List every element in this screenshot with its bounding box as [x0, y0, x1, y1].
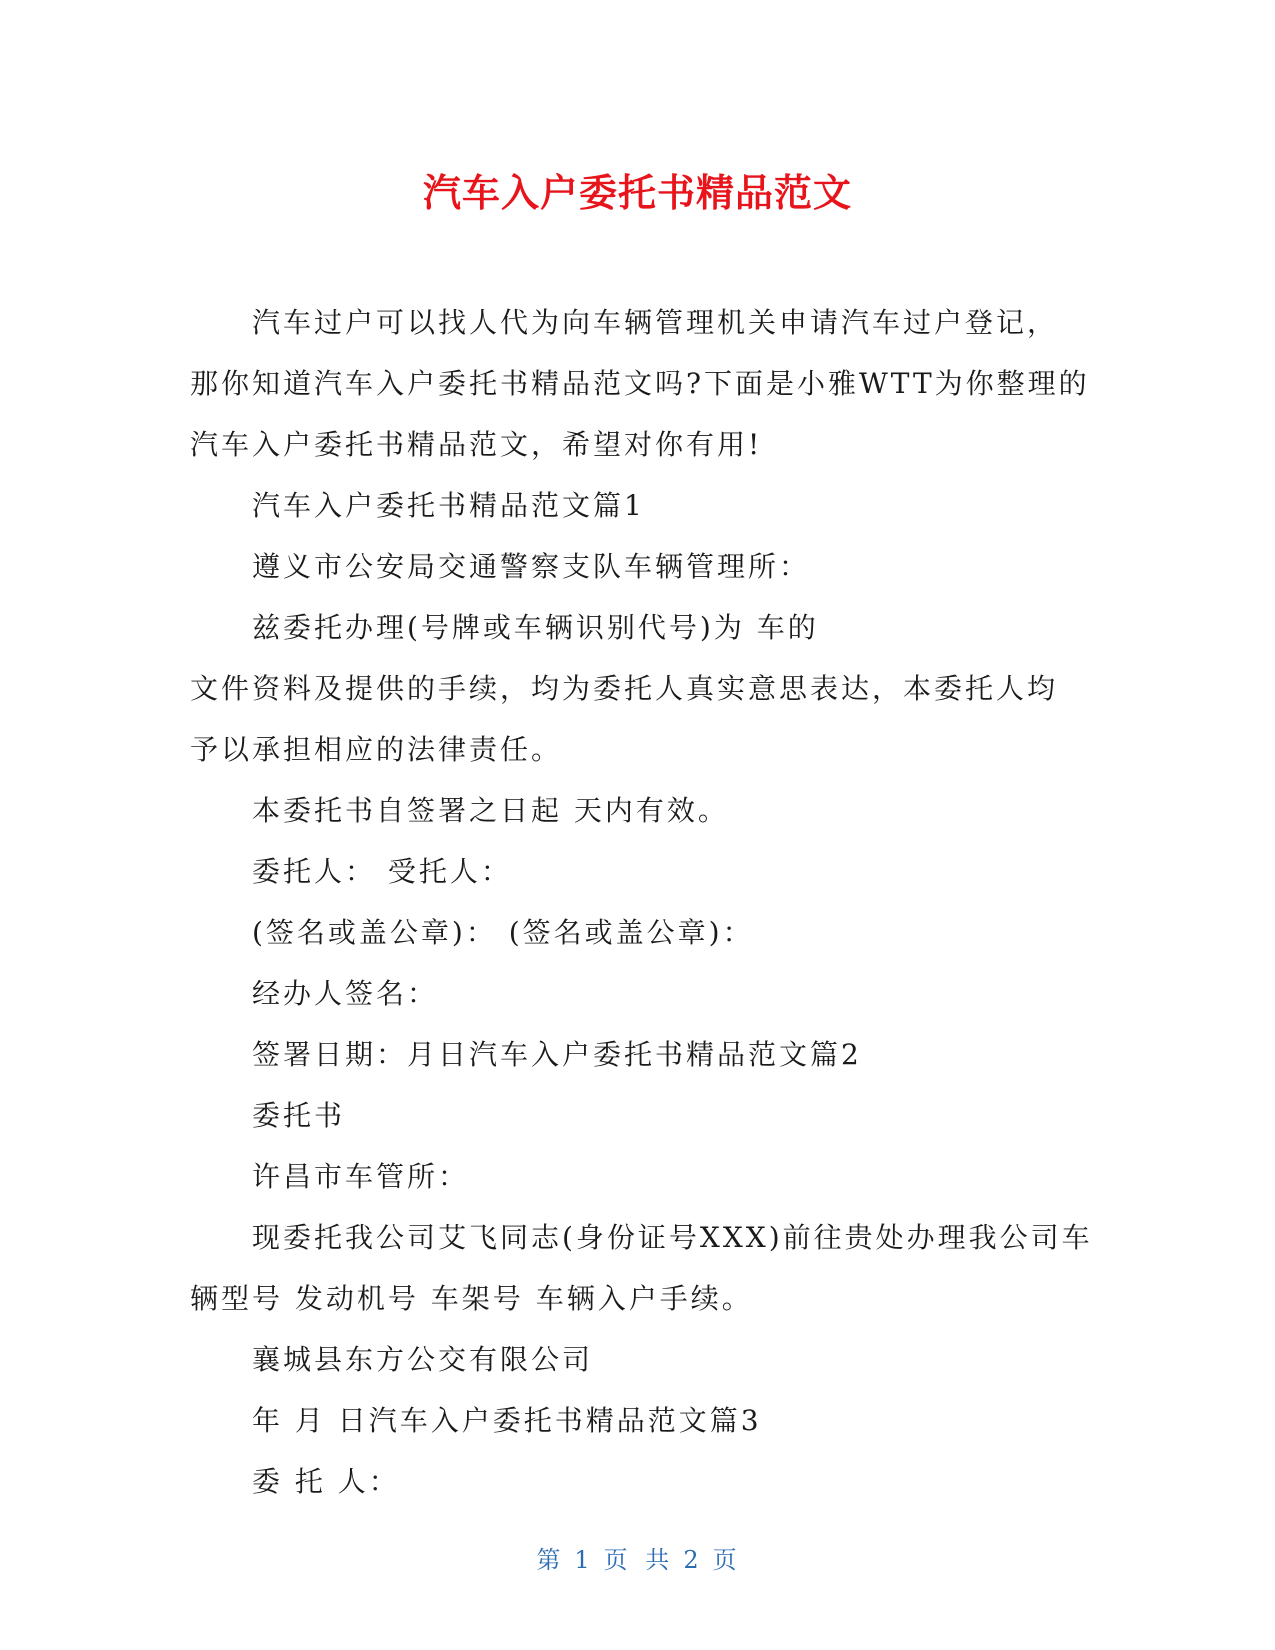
document-body [190, 292, 1093, 1512]
footer-suffix: 页 [712, 1546, 739, 1574]
paragraph-line-7: 文件资料及提供的手续，均为委托人真实意思表达，本委托人均 [190, 672, 1059, 705]
paragraph-line-16: 现委托我公司艾飞同志(身份证号XXX)前往贵处办理我公司车 [252, 1221, 1093, 1254]
handler-signature-line: 经办人签名： [252, 977, 439, 1010]
addressee-line: 遵义市公安局交通警察支队车辆管理所： [252, 550, 811, 583]
company-name-line: 襄城县东方公交有限公司 [252, 1343, 594, 1376]
date-line-2: 年 月 日汽车入户委托书精品范文篇3 [252, 1404, 762, 1437]
date-line: 签署日期：月日汽车入户委托书精品范文篇2 [252, 1038, 862, 1071]
letter-title: 委托书 [252, 1099, 346, 1132]
validity-line: 本委托书自签署之日起 天内有效。 [252, 794, 729, 827]
addressee-line-2: 许昌市车管所： [252, 1160, 470, 1193]
document-title: 汽车入户委托书精品范文 [422, 171, 852, 215]
page-footer [0, 1540, 1275, 1575]
footer-total-pages: 2 [683, 1546, 701, 1574]
footer-prefix: 第 [536, 1546, 563, 1574]
paragraph-line-1: 汽车过户可以找人代为向车辆管理机关申请汽车过户登记， [252, 306, 1059, 339]
principal-line: 委 托 人： [252, 1465, 400, 1498]
paragraph-line-3: 汽车入户委托书精品范文，希望对你有用! [190, 428, 763, 461]
signature-line: (签名或盖公章)： (签名或盖公章)： [252, 916, 754, 949]
section-heading-1: 汽车入户委托书精品范文篇1 [252, 489, 645, 522]
parties-line: 委托人： 受托人： [252, 855, 512, 888]
paragraph-line-2: 那你知道汽车入户委托书精品范文吗?下面是小雅WTT为你整理的 [190, 367, 1090, 400]
paragraph-line-8: 予以承担相应的法律责任。 [190, 733, 563, 766]
paragraph-line-17: 辆型号 发动机号 车架号 车辆入户手续。 [190, 1282, 753, 1315]
footer-middle: 页 共 [603, 1546, 672, 1574]
footer-current-page: 1 [574, 1546, 592, 1574]
paragraph-line-6: 兹委托办理(号牌或车辆识别代号)为 车的 [252, 611, 819, 644]
